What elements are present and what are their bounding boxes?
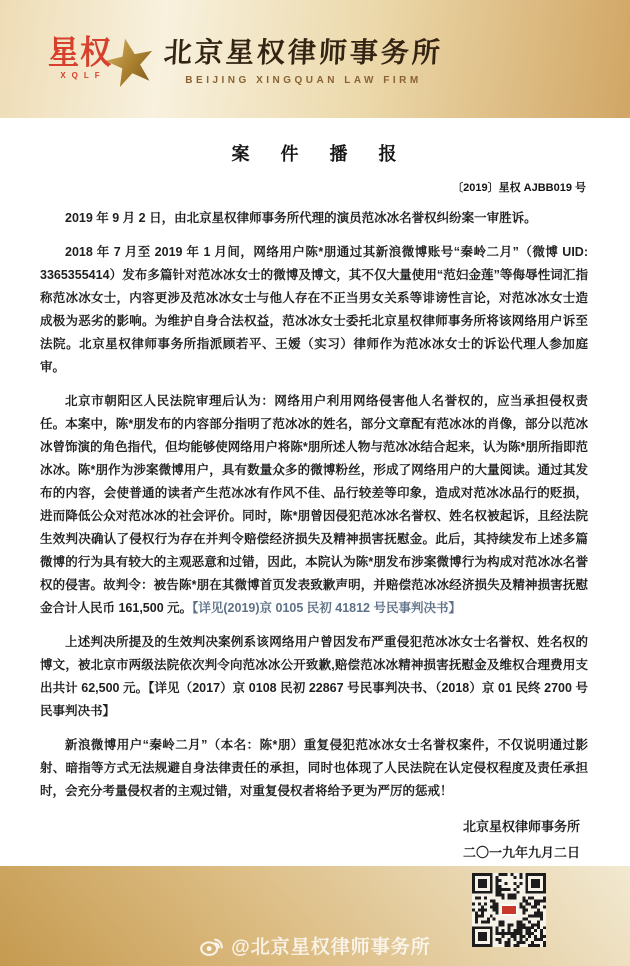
paragraph-prior-judgments-text: 上述判决所提及的生效判决案例系该网络用户曾因发布严重侵犯范冰冰女士名誉权、姓名权的博文，被北京市两级法院依次判令向范冰冰公开致歉,赔偿范冰冰精神损害抚慰金及维权合理费用支出共计 62,500 元。 (40, 635, 588, 695)
paragraph-verdict-summary: 2019 年 9 月 2 日，由北京星权律师事务所代理的演员范冰冰名誉权纠纷案一审胜诉。 (65, 211, 537, 225)
document-body (0, 118, 630, 866)
reference-number: 〔2019〕星权 AJBB019 号 (452, 182, 586, 194)
judgment-citation-2017-2018: 【详见（2017）京 0108 民初 22867 号民事判决书、（2018）京 01 民终 2700 号民事判决书】 (40, 681, 588, 718)
signature-date: 二〇一九年九月二日 (462, 845, 580, 860)
firm-name-chinese: 北京星权律师事务所 (163, 35, 444, 69)
weibo-watermark (199, 932, 431, 959)
logo-seal-text: 星权 (48, 34, 112, 72)
letterhead (0, 0, 630, 118)
weibo-handle: @北京星权律师事务所 (231, 937, 431, 958)
paragraph-court-findings (40, 390, 588, 620)
paragraph-conclusion: 新浪微博用户“秦岭二月”（本名：陈*朋）重复侵犯范冰冰女士名誉权案件，不仅说明通过影射、暗指等方式无法规避自身法律责任的承担，同时也体现了人民法院在认定侵权程度及责任承担时，会充分考量侵权者的主观过错，对重复侵权者将给予更为严厉的惩戒！ (40, 738, 588, 798)
paragraph-prior-judgments (40, 631, 588, 723)
firm-name-block (164, 31, 443, 86)
firm-logo (48, 28, 443, 90)
qr-code (472, 873, 546, 947)
judgment-citation-2019: 【详见(2019)京 0105 民初 41812 号民事判决书】 (192, 601, 461, 615)
paragraph-court-findings-text: 北京市朝阳区人民法院审理后认为：网络用户利用网络侵害他人名誉权的，应当承担侵权责任。本案中，陈*朋发布的内容部分指明了范冰冰的姓名，部分文章配有范冰冰的肖像，部分以范冰冰曾饰演的角色指代，但均能够使网络用户将陈*朋所述人物与范冰冰结合起来，认为陈*朋所指即范冰冰。陈*朋作为涉案微博用户，具有数量众多的微博粉丝，形成了网络用户的大量阅读。通过其发布的内容，会使普通的读者产生范冰冰有作风不佳、品行较差等印象，造成对范冰冰品行的贬损，进而降低公众对范冰冰的社会评价。同时，陈*朋曾因侵犯范冰冰名誉权、姓名权被起诉，且经法院生效判决确认了侵权行为存在并判令赔偿经济损失及精神损害抚慰金。此后，其持续发布上述多篇微博的行为具有较大的主观恶意和过错，因此，本院认为陈*朋发布涉案微博行为构成对范冰冰名誉权的侵害。故判令：被告陈*朋在其微博首页发表致歉声明，并赔偿范冰冰经济损失及精神损害抚慰金合计人民币 161,500 元。 (40, 394, 588, 615)
logo-acronym: XQLF (60, 71, 106, 80)
weibo-icon (199, 933, 224, 958)
paragraph-case-background: 2018 年 7 月至 2019 年 1 月间，网络用户陈*朋通过其新浪微博账号“秦岭二月”（微博 UID: 3365355414）发布多篇针对范冰冰女士的微博及博文，其不仅大量使用“范妇金莲”等侮辱性词汇指称范冰冰女士，内容更涉及范冰冰女士与他人存在不正当男女关系等诽谤性言论，对范冰冰女士造成极为恶劣的影响。为维护自身合法权益，范冰冰女士委托北京星权律师事务所将该网络用户诉至法院。北京星权律师事务所指派顾若平、王嫒（实习）律师作为范冰冰女士的诉讼代理人参加庭审。 (40, 245, 588, 374)
footer-band (0, 866, 630, 966)
signature-block (40, 814, 588, 866)
logo-seal (48, 34, 112, 80)
firm-name-english: BEIJING XINGQUAN LAW FIRM (185, 74, 422, 86)
document-title: 案 件 播 报 (231, 144, 410, 164)
signature-firm: 北京星权律师事务所 (462, 819, 580, 834)
